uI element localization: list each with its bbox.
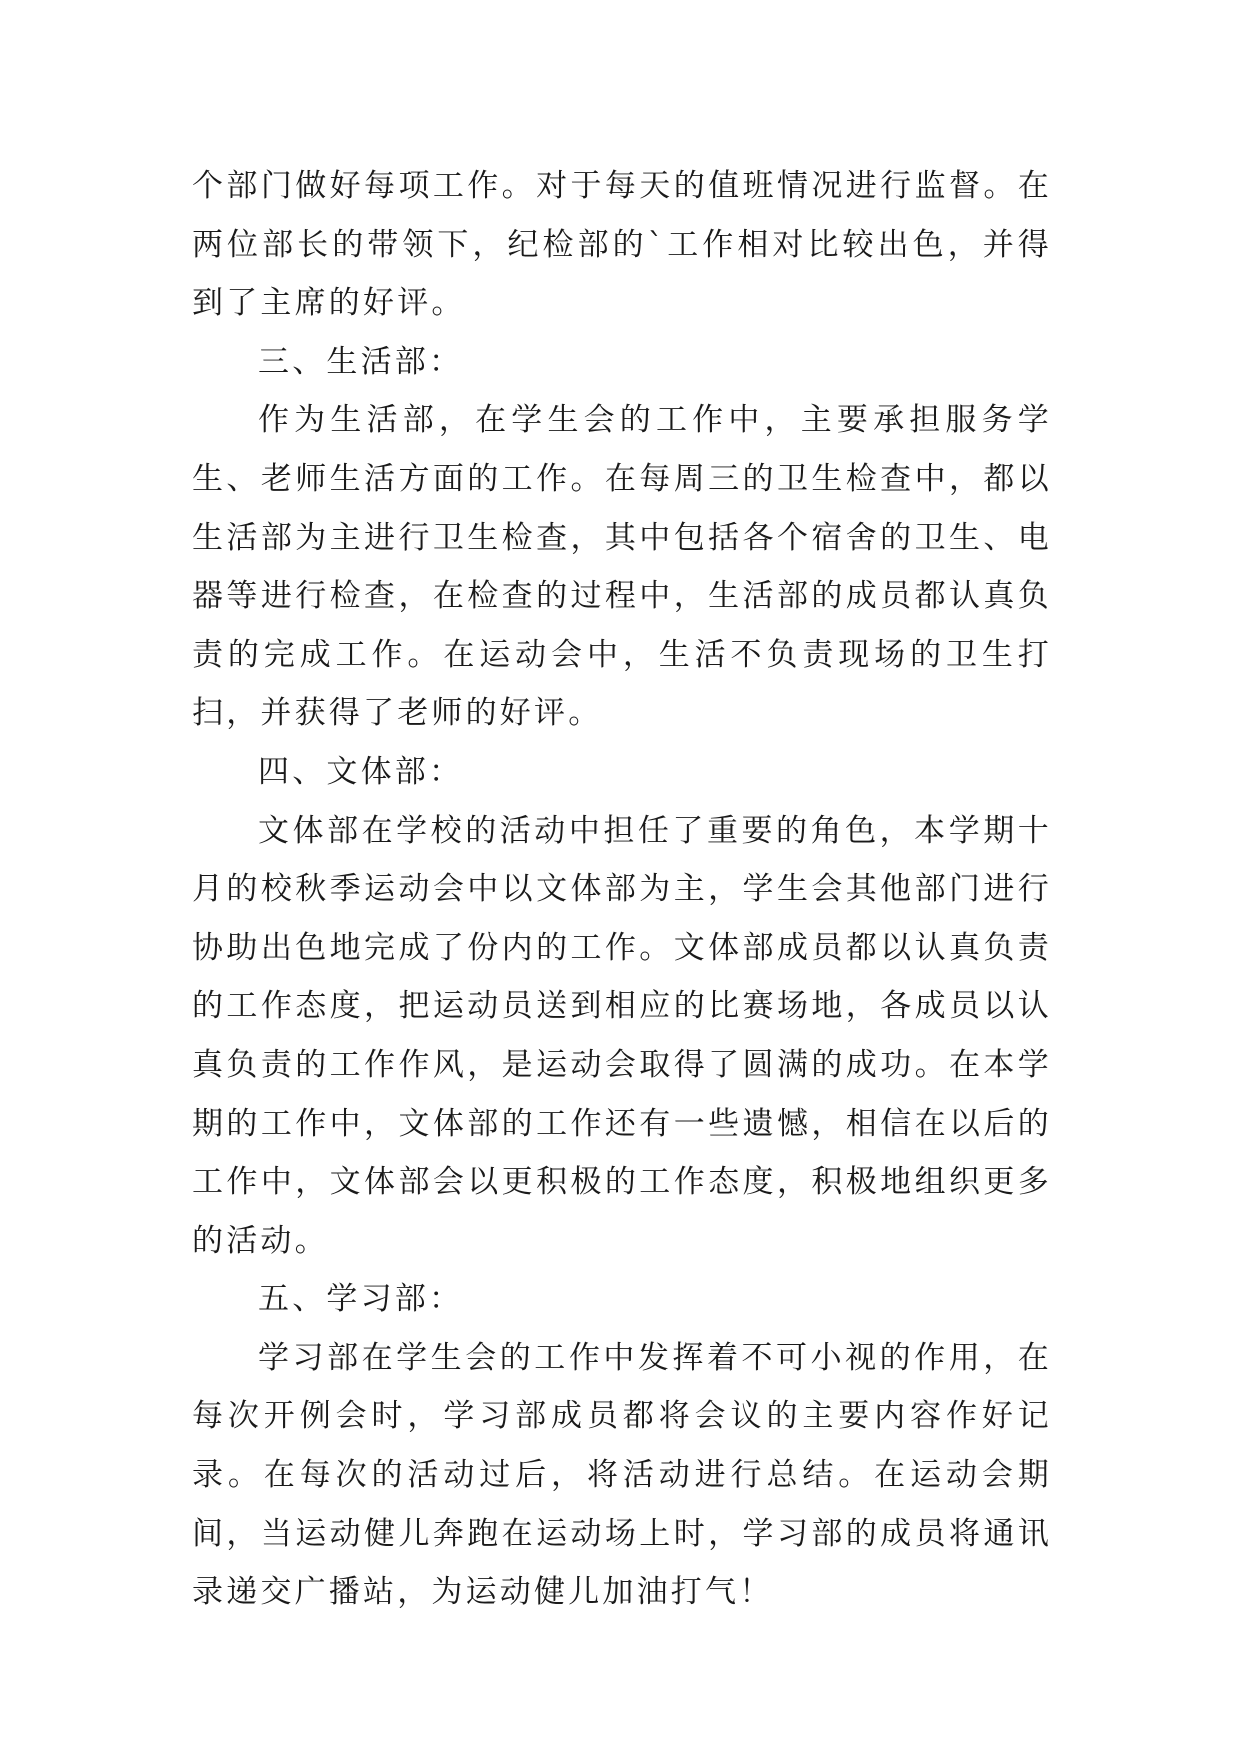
paragraph-study: 学习部在学生会的工作中发挥着不可小视的作用，在每次开例会时，学习部成员都将会议的主要内容作好记录。在每次的活动过后，将活动进行总结。在运动会期间，当运动健儿奔跑在运动场上时，学习部的成员将通讯录递交广播站，为运动健儿加油打气！	[192, 1339, 1052, 1611]
section-heading-sports: 四、文体部：	[258, 753, 464, 790]
section-heading-life: 三、生活部：	[258, 343, 464, 380]
paragraph-life: 作为生活部，在学生会的工作中，主要承担服务学生、老师生活方面的工作。在每周三的卫生检查中，都以生活部为主进行卫生检查，其中包括各个宿舍的卫生、电器等进行检查，在检查的过程中，生活部的成员都认真负责的完成工作。在运动会中，生活不负责现场的卫生打扫，并获得了老师的好评。	[192, 402, 1052, 732]
section-heading-study: 五、学习部：	[258, 1281, 464, 1318]
paragraph-continuation: 个部门做好每项工作。对于每天的值班情况进行监督。在两位部长的带领下，纪检部的`工作相对比较出色，并得到了主席的好评。	[192, 168, 1052, 322]
document-body	[192, 157, 1052, 1622]
paragraph-sports: 文体部在学校的活动中担任了重要的角色，本学期十月的校秋季运动会中以文体部为主，学生会其他部门进行协助出色地完成了份内的工作。文体部成员都以认真负责的工作态度，把运动员送到相应的比赛场地，各成员以认真负责的工作作风，是运动会取得了圆满的成功。在本学期的工作中，文体部的工作还有一些遗憾，相信在以后的工作中，文体部会以更积极的工作态度，积极地组织更多的活动。	[192, 812, 1052, 1259]
